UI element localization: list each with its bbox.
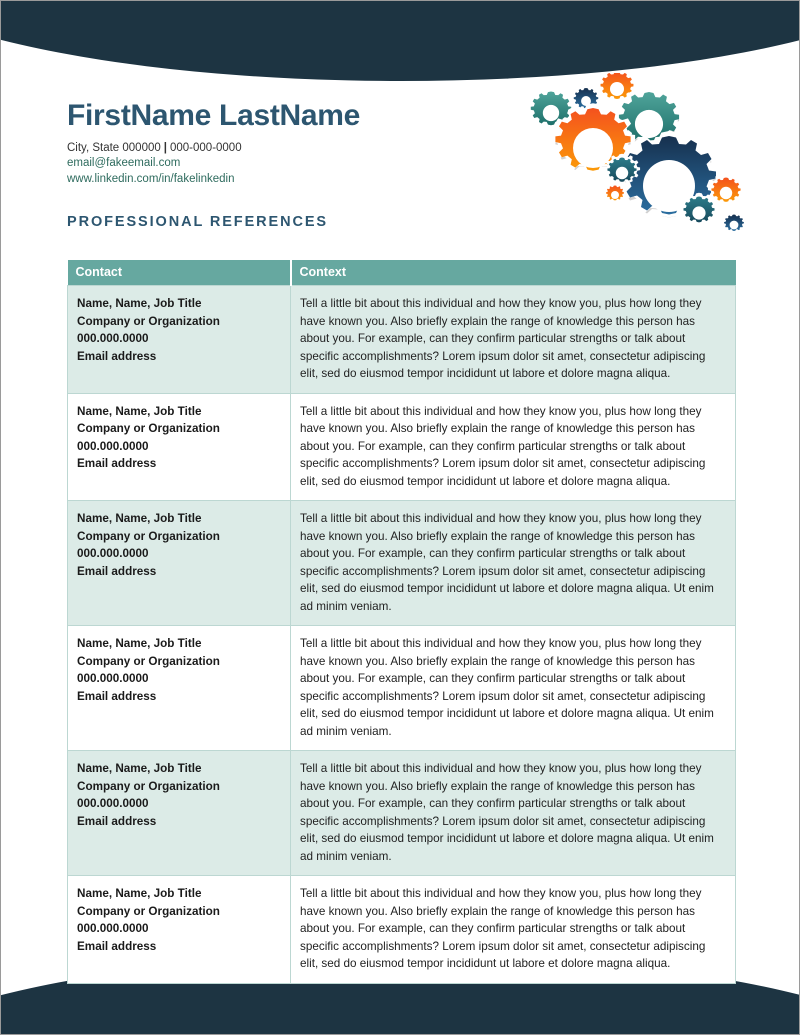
context-cell: [291, 626, 736, 751]
reference-email: Email address: [77, 349, 157, 363]
reference-phone: 000.000.0000: [77, 922, 149, 935]
reference-context-text: Tell a little bit about this individual and how they know you, plus how long they have known you. Also briefly explain the range of knowledge this person has about you. For example, can they confirm particular strengths or talk about specific accomplishments? Lorem ipsum dolor sit amet, consectetur adipiscing elit, sed do eiusmod tempor incididunt ut labore et dolore magna aliqua.: [300, 404, 706, 488]
location-text: City, State 000000: [67, 141, 161, 154]
reference-phone: 000.000.0000: [77, 547, 149, 560]
context-cell: [291, 751, 736, 876]
table-row: [68, 876, 736, 984]
table-row: [68, 286, 736, 394]
reference-context-text: Tell a little bit about this individual and how they know you, plus how long they have known you. Also briefly explain the range of knowledge this person has about you. For example, can they confirm particular strengths or talk about specific accomplishments? Lorem ipsum dolor sit amet, consectetur adipiscing elit, sed do eiusmod tempor incididunt ut labore et dolore magna aliqua. Ut enim ad minim veniam.: [300, 637, 714, 738]
table-row: [68, 751, 736, 876]
contact-cell: [68, 501, 291, 626]
context-cell: [291, 501, 736, 626]
table-header-row: [68, 260, 736, 286]
reference-company: Company or Organization: [77, 779, 220, 793]
context-cell: [291, 286, 736, 394]
reference-name: Name, Name, Job Title: [77, 297, 202, 310]
phone-text: 000-000-0000: [169, 141, 242, 154]
reference-name: Name, Name, Job Title: [77, 512, 202, 525]
contact-cell: [68, 286, 291, 394]
reference-company: Company or Organization: [77, 314, 220, 328]
reference-email: Email address: [77, 814, 157, 828]
header-block: [67, 100, 487, 187]
contact-cell: [68, 626, 291, 751]
table-row: [68, 501, 736, 626]
reference-name: Name, Name, Job Title: [77, 887, 202, 900]
reference-context-text: Tell a little bit about this individual and how they know you, plus how long they have known you. Also briefly explain the range of knowledge this person has about you. For example, can they confirm particular strengths or talk about specific accomplishments? Lorem ipsum dolor sit amet, consectetur adipiscing elit, sed do eiusmod tempor incididunt ut labore et dolore magna aliqua. Ut enim ad minim veniam.: [300, 762, 714, 863]
reference-name: Name, Name, Job Title: [77, 637, 202, 650]
reference-email: Email address: [77, 939, 157, 953]
reference-email: Email address: [77, 689, 157, 703]
reference-phone: 000.000.0000: [77, 672, 149, 685]
table-row: [68, 393, 736, 501]
top-banner-decoration: [0, 0, 800, 81]
reference-phone: 000.000.0000: [77, 797, 149, 810]
reference-company: Company or Organization: [77, 904, 220, 918]
contact-cell: [68, 751, 291, 876]
reference-company: Company or Organization: [77, 422, 220, 435]
section-heading-professional-references: PROFESSIONAL REFERENCES: [67, 214, 328, 230]
reference-phone: 000.000.0000: [77, 332, 149, 345]
reference-company: Company or Organization: [77, 654, 220, 668]
gear-orange-tiny-mid: [603, 183, 626, 202]
reference-email: Email address: [77, 457, 157, 470]
reference-company: Company or Organization: [77, 529, 220, 543]
contact-cell: [68, 393, 291, 501]
reference-context-text: Tell a little bit about this individual and how they know you, plus how long they have known you. Also briefly explain the range of knowledge this person has about you. For example, can they confirm particular strengths or talk about specific accomplishments? Lorem ipsum dolor sit amet, consectetur adipiscing elit, sed do eiusmod tempor incididunt ut labore et dolore magna aliqua.: [300, 887, 706, 970]
table-row: [68, 626, 736, 751]
context-cell: [291, 393, 736, 501]
reference-phone: 000.000.0000: [77, 439, 149, 453]
column-header-context: Context: [291, 260, 736, 286]
context-cell: [291, 876, 736, 984]
column-header-contact: Contact: [68, 260, 291, 286]
references-table: [67, 260, 736, 984]
email-link[interactable]: email@fakeemail.com: [67, 157, 181, 169]
reference-name: Name, Name, Job Title: [77, 404, 202, 418]
reference-email: Email address: [77, 564, 157, 578]
contact-cell: [68, 876, 291, 984]
separator-glyph: |: [163, 141, 167, 154]
reference-name: Name, Name, Job Title: [77, 762, 202, 775]
linkedin-link[interactable]: www.linkedin.com/in/fakelinkedin: [67, 172, 235, 185]
page-title: FirstName LastName: [67, 99, 361, 132]
reference-context-text: Tell a little bit about this individual and how they know you, plus how long they have known you. Also briefly explain the range of knowledge this person has about you. For example, can they confirm particular strengths or talk about specific accomplishments? Lorem ipsum dolor sit amet, consectetur adipiscing elit, sed do eiusmod tempor incididunt ut labore et dolore magna aliqua.: [300, 297, 706, 380]
gear-navy-tiny-bottom: [721, 211, 745, 232]
gears-cluster-icon: [513, 73, 745, 241]
reference-context-text: Tell a little bit about this individual and how they know you, plus how long they have known you. Also briefly explain the range of knowledge this person has about you. For example, can they confirm particular strengths or talk about specific accomplishments? Lorem ipsum dolor sit amet, consectetur adipiscing elit, sed do eiusmod tempor incididunt ut labore et dolore magna aliqua. Ut enim ad minim veniam.: [300, 512, 714, 613]
table-body: [68, 286, 736, 984]
location-phone-line: [67, 141, 487, 157]
